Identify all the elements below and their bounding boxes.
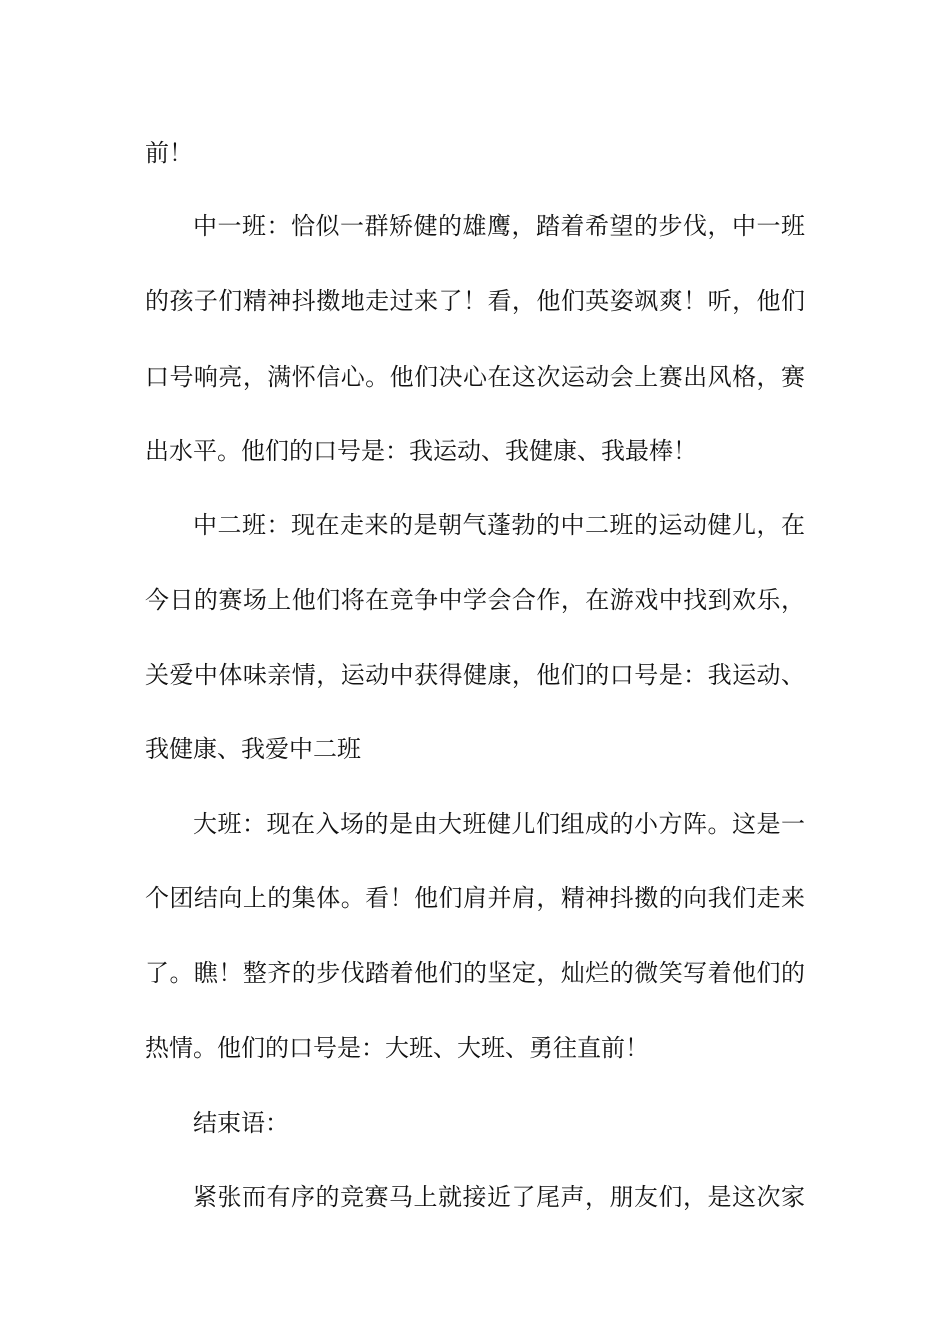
- text-line: 今日的赛场上他们将在竞争中学会合作，在游戏中找到欢乐，: [145, 586, 805, 614]
- section-heading: 结束语：: [193, 1109, 289, 1137]
- text-line: 个团结向上的集体。看！他们肩并肩，精神抖擞的向我们走来: [145, 884, 805, 912]
- paragraph-line: 中二班：现在走来的是朝气蓬勃的中二班的运动健儿，在: [193, 511, 805, 539]
- text-line: 前！: [145, 139, 193, 167]
- paragraph-line: 紧张而有序的竞赛马上就接近了尾声，朋友们，是这次家: [193, 1183, 805, 1211]
- paragraph-line: 大班：现在入场的是由大班健儿们组成的小方阵。这是一: [193, 810, 805, 838]
- paragraph-line: 中一班：恰似一群矫健的雄鹰，踏着希望的步伐，中一班: [193, 212, 805, 240]
- text-line: 我健康、我爱中二班: [145, 735, 361, 763]
- text-line: 热情。他们的口号是：大班、大班、勇往直前！: [145, 1034, 649, 1062]
- text-line: 关爱中体味亲情，运动中获得健康，他们的口号是：我运动、: [145, 661, 805, 689]
- text-line: 的孩子们精神抖擞地走过来了！看，他们英姿飒爽！听，他们: [145, 287, 805, 315]
- text-line: 出水平。他们的口号是：我运动、我健康、我最棒！: [145, 437, 697, 465]
- text-line: 口号响亮，满怀信心。他们决心在这次运动会上赛出风格，赛: [145, 363, 805, 391]
- text-line: 了。瞧！整齐的步伐踏着他们的坚定，灿烂的微笑写着他们的: [145, 959, 805, 987]
